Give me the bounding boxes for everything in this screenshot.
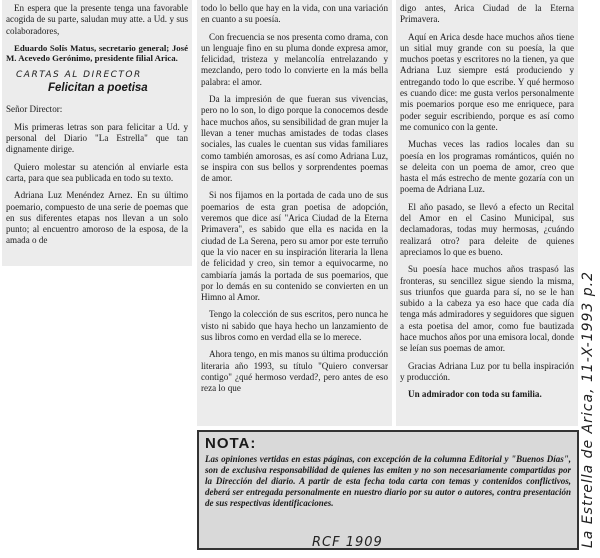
- left-column-clipping: [2, 0, 192, 266]
- letter-title: Felicitan a poetisa: [48, 82, 148, 95]
- middle-column-clipping: [197, 0, 392, 426]
- paragraph: todo lo bello que hay en la vida, con una variación en cuanto a su poesía.: [201, 3, 388, 25]
- paragraph: Mis primeras letras son para felicitar a Ud. y personal del Diario "La Estrella" que tan dignamente dirige.: [6, 121, 188, 155]
- handwritten-catalog-number: RCF 1909: [312, 535, 383, 550]
- note-text: Las opiniones vertidas en estas páginas, con excepción de la columna Editorial y "Buenos Días", son de exclusiva responsabilidad de quienes las emiten y no son necesariamente compartidas por la Dirección del diario. A partir de esta fecha toda carta con temas y contenidos conflictivos, deberá ser entregada personalmente en nuestro diario por su autor o autores, contra presentación de sus respectivas identificaciones.: [205, 454, 571, 508]
- paragraph: Aquí en Arica desde hace muchos años tiene un sitial muy grande con su poesía, la que muchos poetas y escritores no la tienen, ya que Adriana Luz siempre está produciendo y entregando todo lo que escribe. Y qué hermoso es cuando dice: me gusta verlos personalmente mis poemarios porque eso me enriquece, para poder seguir escribiendo, porque es así como me comunico con la gente.: [400, 31, 574, 132]
- paragraph: Da la impresión de que fueran sus vivencias, pero no lo son, lo digo porque la conocemos desde hace muchos años, su sensibilidad de gran mujer la llevan a tener muchas amistades de todas clases sociales, las cuales le cuentan sus vidas familiares como también amorosas, es así como Adriana Luz, se inspira con sus bellos y sorprendentes poemas de amor.: [201, 94, 388, 184]
- closing-paragraph: En espera que la presente tenga una favorable acogida de su parte, saludan muy atte. a Ud. y sus colaboradores,: [6, 3, 188, 36]
- paragraph: Tengo la colección de sus escritos, pero nunca he visto ni sabido que haya hecho un lanzamiento de sus libros como en verdad ella se lo merece.: [201, 309, 388, 343]
- paragraph: digo antes, Arica Ciudad de la Eterna Primavera.: [400, 3, 574, 25]
- salutation: Señor Director:: [6, 104, 63, 115]
- letter-signature: Un admirador con toda su familia.: [408, 389, 542, 400]
- handwritten-section-label: CARTAS AL DIRECTOR: [16, 69, 142, 80]
- paragraph: Quiero molestar su atención al enviarle esta carta, para que sea publicada en todo su texto.: [6, 161, 188, 183]
- paragraph: Si nos fijamos en la portada de cada uno de sus poemarios de esta gran poetisa de adopción, veremos que dice así "Arica Ciudad de la Eterna Primavera", es sabido que ella es nacida en la ciudad de La Serena, pero su amor por este terruño que la vio nacer en su inspiración literaria la llena de felicidad y creo, sin temor a equivocarme, no cambiaría jamás la portada de sus poemarios, que por lo demás en su contenido se convierten en un Himno al Amor.: [201, 190, 388, 303]
- paragraph: Con frecuencia se nos presenta como drama, con un lenguaje fino en su pluma donde expresa amor, felicidad, tristeza y melancolía entrelazando y mezclando, pero todo lo convierte en la más bella palabra: el amor.: [201, 31, 388, 87]
- note-title: NOTA:: [205, 435, 257, 452]
- signers: Eduardo Solís Matus, secretario general; José M. Acevedo Gerónimo, presidente filial Arica.: [6, 42, 188, 64]
- editorial-note-box: [197, 430, 579, 550]
- handwritten-source-annotation: La Estrella de Arica, 11-X-1993 p.2: [580, 270, 596, 548]
- paragraph: Gracias Adriana Luz por tu bella inspiración y producción.: [400, 360, 574, 382]
- paragraph: Su poesía hace muchos años traspasó las fronteras, su sencillez sigue siendo la misma, sus triunfos que guarda para sí, no se le han subido a la cabeza ya eso hace que cada día tenga más admiradores y seguidores que siguen a esta poetisa del amor, como fue bautizada hace muchos años por una emisora local, donde se leían sus poemas de amor.: [400, 264, 574, 354]
- paragraph: Ahora tengo, en mis manos su última producción literaria año 1993, su título "Quiero conversar contigo" ¿qué hermoso verdad?, pero antes de eso reza lo que: [201, 349, 388, 394]
- right-column-clipping: [396, 0, 578, 426]
- paragraph: Muchas veces las radios locales dan su poesía en los programas románticos, quién no se deleita con un poema de amor, creo que hasta el más estrecho de mente gozaría con un poema de Adriana Luz.: [400, 139, 574, 195]
- paragraph: El año pasado, se llevó a efecto un Recital del Amor en el Casino Municipal, sus declamadoras, todas muy hermosas, ¿cuándo realizará otro? para deleite de quienes apreciamos lo que es bueno.: [400, 201, 574, 257]
- paragraph: Adriana Luz Menéndez Arnez. En su último poemario, compuesto de una serie de poemas que en sus diferentes etapas nos llevan a un solo punto; al encuentro amoroso de la esposa, de la amada o de: [6, 190, 188, 246]
